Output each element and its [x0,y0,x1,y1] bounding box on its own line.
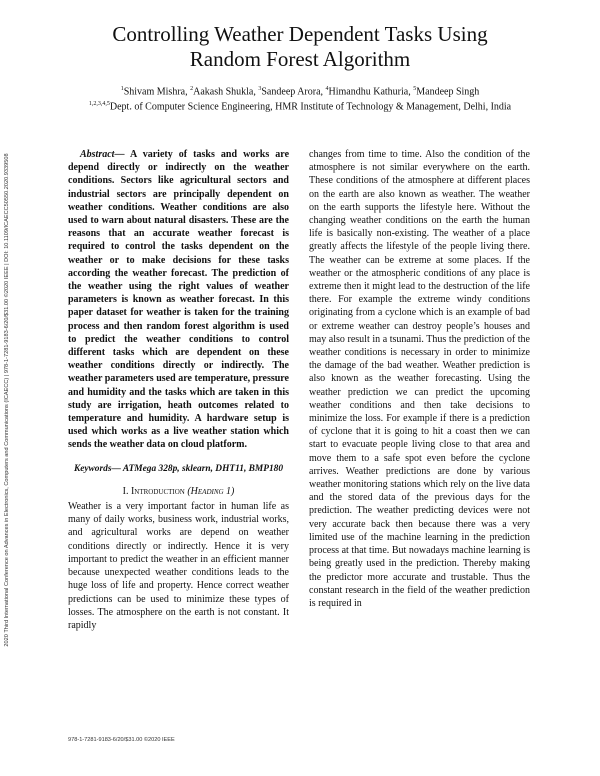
title-line-1: Controlling Weather Dependent Tasks Using [112,22,488,46]
author-block [60,83,540,114]
abstract [68,148,289,452]
abstract-lead: Abstract [80,149,115,160]
author-sup-1: 1 [120,86,124,92]
heading-label: Introduction [130,485,185,497]
author-sup-5: 5 [413,86,417,92]
heading-sub: (Heading 1) [187,485,235,497]
author-5: Mandeep Singh [416,86,480,98]
affiliation-text: Dept. of Computer Science Engineering, HMR Institute of Technology & Management, Delhi, India [109,101,512,113]
right-column [309,148,530,610]
author-sup-3: 3 [258,86,262,92]
keywords: Keywords— ATMega 328p, sklearn, DHT11, BMP180 [73,463,284,474]
author-names [60,83,540,98]
heading-number: I. [122,485,129,497]
author-1: Shivam Mishra, [123,86,191,98]
abstract-dash: — [114,149,130,160]
author-sup-2: 2 [190,86,194,92]
author-2: Aakash Shukla, [193,86,259,98]
author-sup-4: 4 [325,86,329,92]
affiliation-sup: 1,2,3,4,5 [88,101,110,108]
abstract-text: A variety of tasks and works are depend directly or indirectly on the weather conditions. Sectors like agricultural sectors and industrial sectors are principally dependent on weather conditions. Weather conditions are also used to warn about natural disasters. These are the reasons that an accurate weather forecast is required to control the tasks dependent on the weather or to make decisions for these tasks according the weather forecast. The prediction of the weather using the right values of weather parameters is known as weather forecast. In this paper dataset for weather is taken for the training process and then random forest algorithm is used to predict the weather conditions to control different tasks which are dependent on these weather conditions directly or indirectly. The weather parameters used are temperature, pressure and humidity and the tasks which are taken in this study are irrigation, heath outcomes related to temperature and humidity. A hardware setup is used which works as a live weather station which sends the weather data on cloud platform. [68,149,290,451]
affiliation [60,98,540,113]
section-heading-introduction [68,485,289,498]
left-column [68,148,289,632]
copyright-footer: 978-1-7281-9183-6/20/$31.00 ©2020 IEEE [68,737,175,743]
side-note-text: 2020 Third International Conference on Advances in Electronics, Computers and Communications (ICAECC) | 978-1-7281-9183-6/20/$31.00 ©2020 IEEE | DOI: 10.1109/ICAECC50550.2020.9339508 [4,153,10,647]
paper-title [60,22,540,72]
intro-paragraph-right: changes from time to time. Also the condition of the atmosphere is not similar everywhere on the earth. These conditions of the atmosphere at different places on the earth are also known as weather. The weather on the earth supports the lifestyle here. Without the changing weather conditions on the earth the human life is basically non-existing. The weather of a place greatly affects the lifestyle of the people living there. The weather can be extreme at some places. If the weather or the atmospheric conditions of any place is extreme then it might lead to the destruction of the life there. For example the extreme windy conditions originating from a cyclone which is an example of bad or extreme weather can destroy people’s houses and may also result in a tsunami. Thus the prediction of the weather conditions is necessary in order to minimize the damage of the bad weather. Weather prediction is also known as the weather forecasting. Using the weather prediction we can predict the upcoming weather conditions and then take decisions to minimize the loss. For example if there is a prediction of cyclone that it is going to hit a coast then we can start to evacuate people living close to that area and move them to a safe spot even before the cyclone arrives. Weather predictions are done by various weather monitoring stations which rely on the live data and the stored data of the previous days for the prediction. The weather predicting devices were not very accurate back then because there was a very limited use of the machine learning in the prediction process at that time. But nowadays machine learning is being greatly used in the prediction. Thereby making the predictor more accurate and trustable. Thus the constant research in the field of the weather prediction is required in [309,149,530,609]
title-line-2: Random Forest Algorithm [189,47,411,71]
author-4: Himandhu Kathuria, [328,86,414,98]
conference-side-note [4,80,12,720]
intro-paragraph-left: Weather is a very important factor in human life as many of daily works, business work, industrial works, and agricultural works are depend on weather conditions directly or indirectly. Hence it is very important to predict the weather in an efficient manner because unexpected weather conditions leads to the huge loss of life and property. Hence correct weather predictions can be used to minimize these types of losses. The atmosphere on the earth is not constant. It rapidly [68,501,289,631]
author-3: Sandeep Arora, [261,86,326,98]
